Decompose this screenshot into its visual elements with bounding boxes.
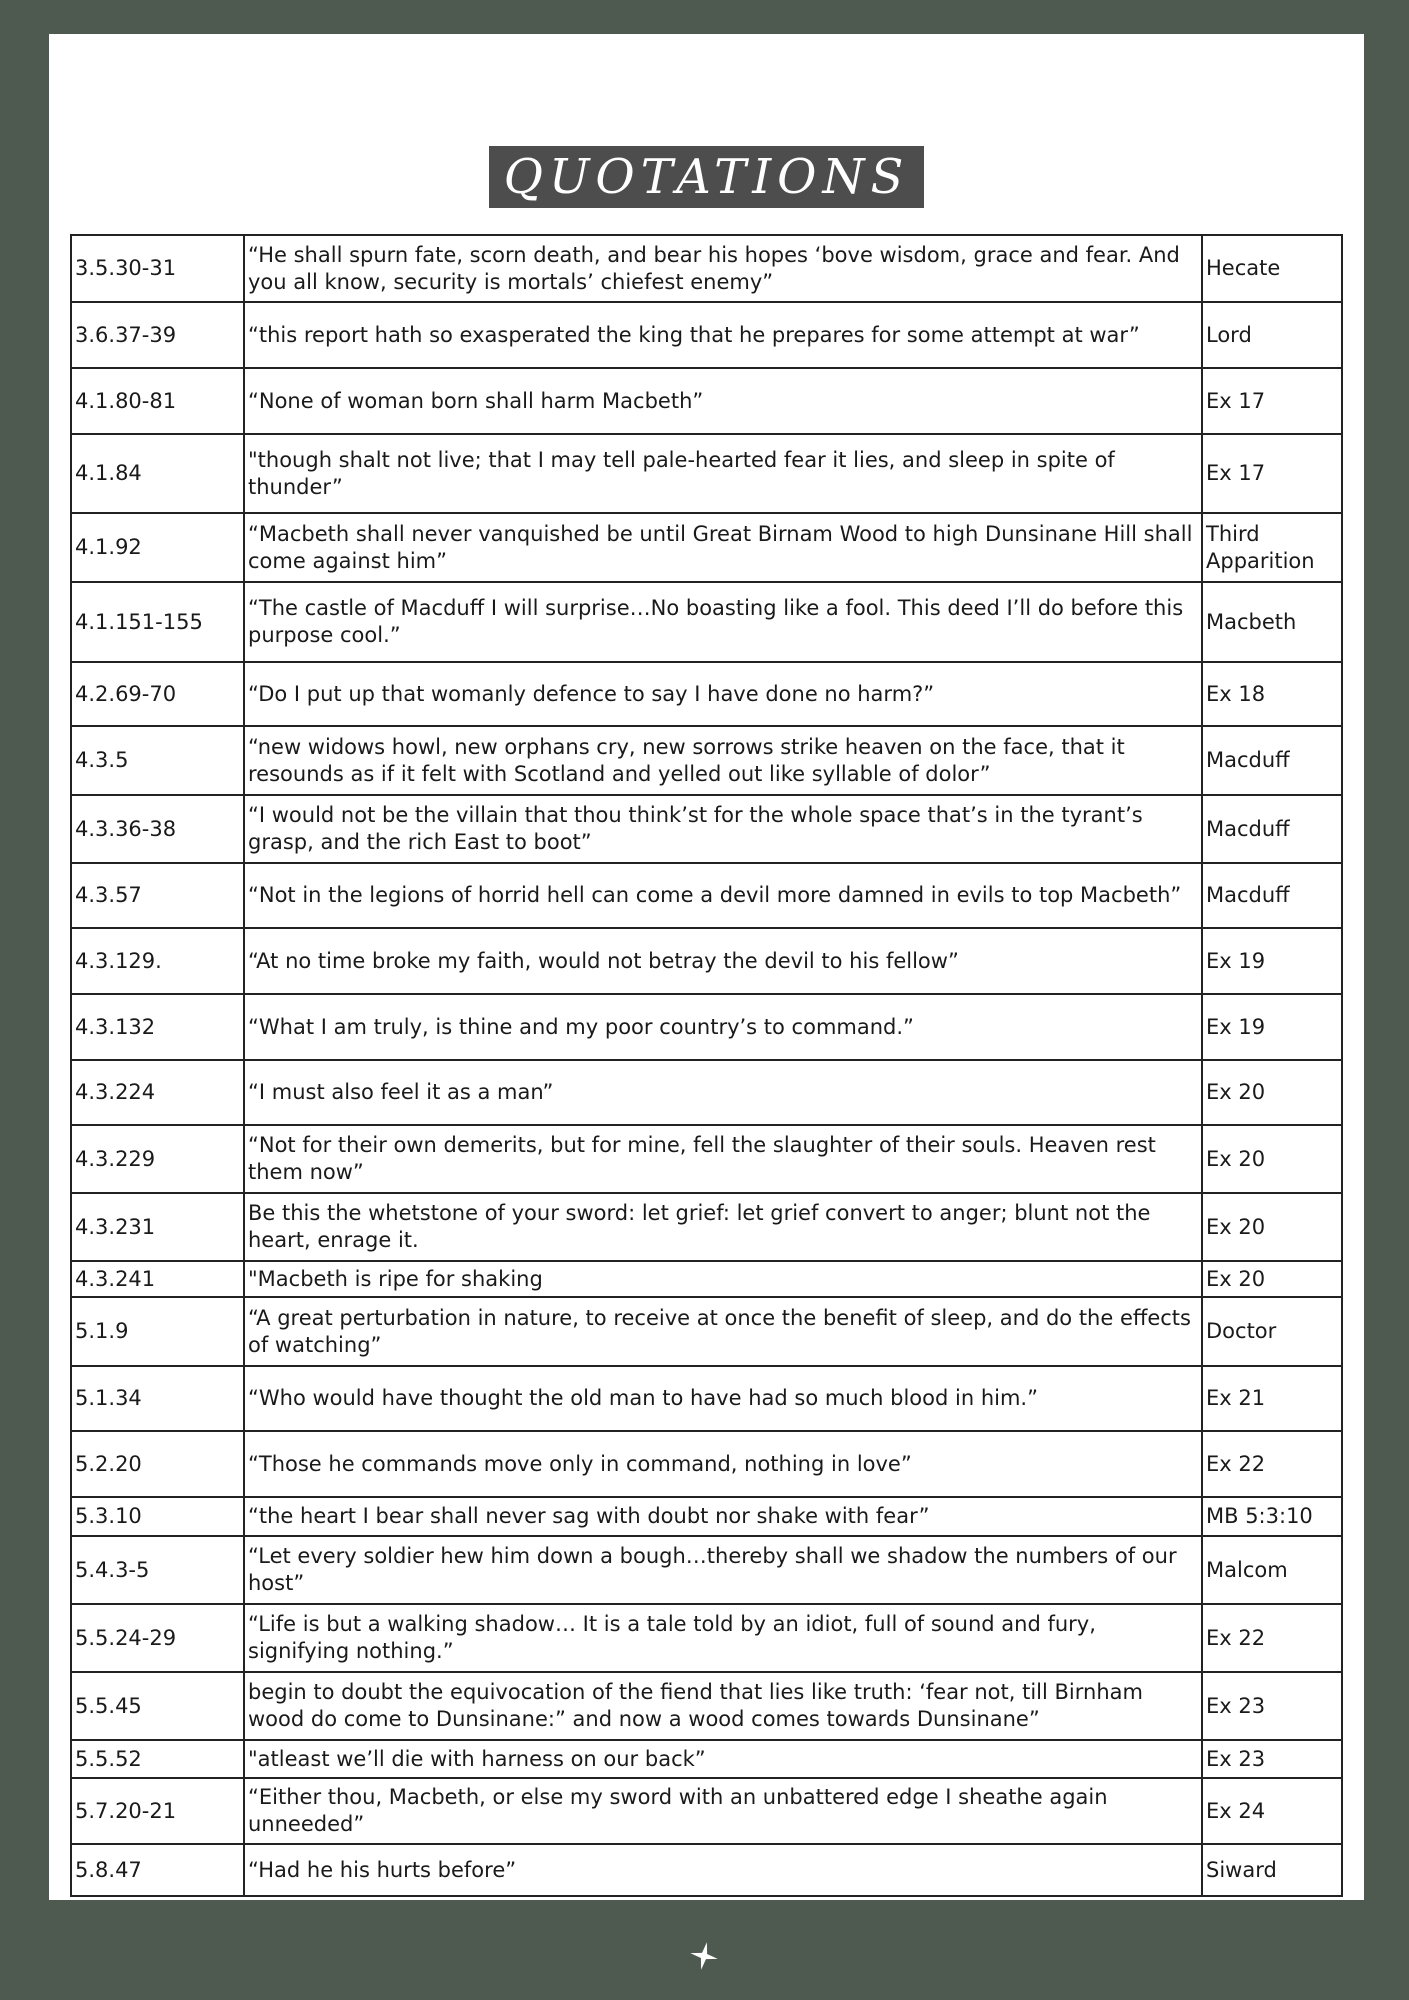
row-quotation: “Life is but a walking shadow… It is a tale told by an idiot, full of sound and fury, signifying nothing.” xyxy=(244,1604,1202,1672)
row-reference: 5.2.20 xyxy=(71,1431,244,1497)
table-row xyxy=(71,994,1342,1060)
row-quotation: “new widows howl, new orphans cry, new sorrows strike heaven on the face, that it resounds as if it felt with Scotland and yelled out like syllable of dolor” xyxy=(244,726,1202,795)
row-quotation: “The castle of Macduff I will surprise…No boasting like a fool. This deed I’ll do before this purpose cool.” xyxy=(244,582,1202,662)
table-row xyxy=(71,1060,1342,1125)
row-quotation: "atleast we’ll die with harness on our back” xyxy=(244,1740,1202,1778)
row-reference: 5.5.45 xyxy=(71,1672,244,1740)
row-quotation: “Macbeth shall never vanquished be until Great Birnam Wood to high Dunsinane Hill shall come against him” xyxy=(244,513,1202,582)
row-speaker: Ex 20 xyxy=(1202,1261,1342,1297)
row-speaker: Ex 20 xyxy=(1202,1193,1342,1261)
row-speaker: Macduff xyxy=(1202,863,1342,928)
table-row xyxy=(71,1604,1342,1672)
row-speaker: Macduff xyxy=(1202,726,1342,795)
row-reference: 3.5.30-31 xyxy=(71,235,244,302)
table-row xyxy=(71,1740,1342,1778)
row-reference: 3.6.37-39 xyxy=(71,302,244,368)
row-reference: 4.3.132 xyxy=(71,994,244,1060)
row-speaker: Ex 23 xyxy=(1202,1672,1342,1740)
row-speaker: Siward xyxy=(1202,1844,1342,1896)
table-row xyxy=(71,1431,1342,1497)
row-speaker: Doctor xyxy=(1202,1297,1342,1366)
row-reference: 5.4.3-5 xyxy=(71,1536,244,1604)
table-row xyxy=(71,235,1342,302)
table-row xyxy=(71,513,1342,582)
table-row xyxy=(71,582,1342,662)
row-quotation: “I would not be the villain that thou think’st for the whole space that’s in the tyrant’s grasp, and the rich East to boot” xyxy=(244,795,1202,863)
row-speaker: Lord xyxy=(1202,302,1342,368)
row-quotation: “Who would have thought the old man to have had so much blood in him.” xyxy=(244,1366,1202,1431)
row-speaker: Ex 17 xyxy=(1202,368,1342,434)
row-speaker: Ex 19 xyxy=(1202,994,1342,1060)
row-quotation: “Either thou, Macbeth, or else my sword with an unbattered edge I sheathe again unneeded” xyxy=(244,1778,1202,1844)
row-reference: 5.5.24-29 xyxy=(71,1604,244,1672)
table-row xyxy=(71,726,1342,795)
table-row xyxy=(71,1261,1342,1297)
row-speaker: Hecate xyxy=(1202,235,1342,302)
row-quotation: “Not for their own demerits, but for mine, fell the slaughter of their souls. Heaven rest them now” xyxy=(244,1125,1202,1193)
row-quotation: “Do I put up that womanly defence to say I have done no harm?” xyxy=(244,662,1202,726)
row-quotation: “Those he commands move only in command, nothing in love” xyxy=(244,1431,1202,1497)
row-reference: 4.1.80-81 xyxy=(71,368,244,434)
row-reference: 4.3.5 xyxy=(71,726,244,795)
row-reference: 4.3.224 xyxy=(71,1060,244,1125)
row-speaker: Ex 18 xyxy=(1202,662,1342,726)
row-speaker: Ex 19 xyxy=(1202,928,1342,994)
sparkle-icon xyxy=(688,1940,720,1972)
table-row xyxy=(71,1536,1342,1604)
row-speaker: MB 5:3:10 xyxy=(1202,1497,1342,1536)
table-row xyxy=(71,662,1342,726)
row-speaker: Third Apparition xyxy=(1202,513,1342,582)
table-row xyxy=(71,1297,1342,1366)
row-reference: 4.3.57 xyxy=(71,863,244,928)
row-quotation: “Let every soldier hew him down a bough…thereby shall we shadow the numbers of our host” xyxy=(244,1536,1202,1604)
row-speaker: Malcom xyxy=(1202,1536,1342,1604)
row-quotation: “I must also feel it as a man” xyxy=(244,1060,1202,1125)
row-speaker: Ex 21 xyxy=(1202,1366,1342,1431)
row-quotation: "Macbeth is ripe for shaking xyxy=(244,1261,1202,1297)
row-quotation: “the heart I bear shall never sag with doubt nor shake with fear” xyxy=(244,1497,1202,1536)
row-reference: 5.7.20-21 xyxy=(71,1778,244,1844)
row-quotation: “this report hath so exasperated the king that he prepares for some attempt at war” xyxy=(244,302,1202,368)
table-row xyxy=(71,1193,1342,1261)
table-row xyxy=(71,928,1342,994)
row-speaker: Ex 22 xyxy=(1202,1604,1342,1672)
row-speaker: Ex 20 xyxy=(1202,1125,1342,1193)
table-row xyxy=(71,434,1342,513)
table-row xyxy=(71,1778,1342,1844)
quotations-table xyxy=(70,234,1343,1897)
row-reference: 4.3.231 xyxy=(71,1193,244,1261)
row-reference: 4.2.69-70 xyxy=(71,662,244,726)
row-quotation: “At no time broke my faith, would not betray the devil to his fellow” xyxy=(244,928,1202,994)
row-reference: 4.3.229 xyxy=(71,1125,244,1193)
row-quotation: “Not in the legions of horrid hell can come a devil more damned in evils to top Macbeth” xyxy=(244,863,1202,928)
row-speaker: Ex 17 xyxy=(1202,434,1342,513)
row-quotation: “Had he his hurts before” xyxy=(244,1844,1202,1896)
table-row xyxy=(71,1497,1342,1536)
row-speaker: Macbeth xyxy=(1202,582,1342,662)
document-page xyxy=(49,34,1364,1900)
row-reference: 5.1.34 xyxy=(71,1366,244,1431)
row-reference: 4.3.241 xyxy=(71,1261,244,1297)
page-title: QUOTATIONS xyxy=(489,146,924,208)
table-row xyxy=(71,1844,1342,1896)
row-quotation: begin to doubt the equivocation of the fiend that lies like truth: ‘fear not, till Birnham wood do come to Dunsinane:” and now a wood comes towards Dunsinane” xyxy=(244,1672,1202,1740)
table-row xyxy=(71,1672,1342,1740)
table-row xyxy=(71,368,1342,434)
row-speaker: Macduff xyxy=(1202,795,1342,863)
row-quotation: “He shall spurn fate, scorn death, and bear his hopes ‘bove wisdom, grace and fear. And you all know, security is mortals’ chiefest enemy” xyxy=(244,235,1202,302)
table-row xyxy=(71,1125,1342,1193)
row-speaker: Ex 24 xyxy=(1202,1778,1342,1844)
row-reference: 5.8.47 xyxy=(71,1844,244,1896)
row-reference: 5.5.52 xyxy=(71,1740,244,1778)
row-speaker: Ex 20 xyxy=(1202,1060,1342,1125)
row-reference: 4.3.129. xyxy=(71,928,244,994)
row-reference: 4.1.151-155 xyxy=(71,582,244,662)
row-reference: 5.3.10 xyxy=(71,1497,244,1536)
row-reference: 4.1.92 xyxy=(71,513,244,582)
row-quotation: "though shalt not live; that I may tell pale-hearted fear it lies, and sleep in spite of thunder” xyxy=(244,434,1202,513)
table-row xyxy=(71,302,1342,368)
table-row xyxy=(71,1366,1342,1431)
row-quotation: Be this the whetstone of your sword: let grief: let grief convert to anger; blunt not the heart, enrage it. xyxy=(244,1193,1202,1261)
quotations-table-body xyxy=(71,235,1342,1896)
row-reference: 5.1.9 xyxy=(71,1297,244,1366)
row-quotation: “None of woman born shall harm Macbeth” xyxy=(244,368,1202,434)
row-reference: 4.1.84 xyxy=(71,434,244,513)
row-speaker: Ex 23 xyxy=(1202,1740,1342,1778)
row-reference: 4.3.36-38 xyxy=(71,795,244,863)
row-quotation: “What I am truly, is thine and my poor country’s to command.” xyxy=(244,994,1202,1060)
row-quotation: “A great perturbation in nature, to receive at once the benefit of sleep, and do the effects of watching” xyxy=(244,1297,1202,1366)
table-row xyxy=(71,795,1342,863)
row-speaker: Ex 22 xyxy=(1202,1431,1342,1497)
table-row xyxy=(71,863,1342,928)
